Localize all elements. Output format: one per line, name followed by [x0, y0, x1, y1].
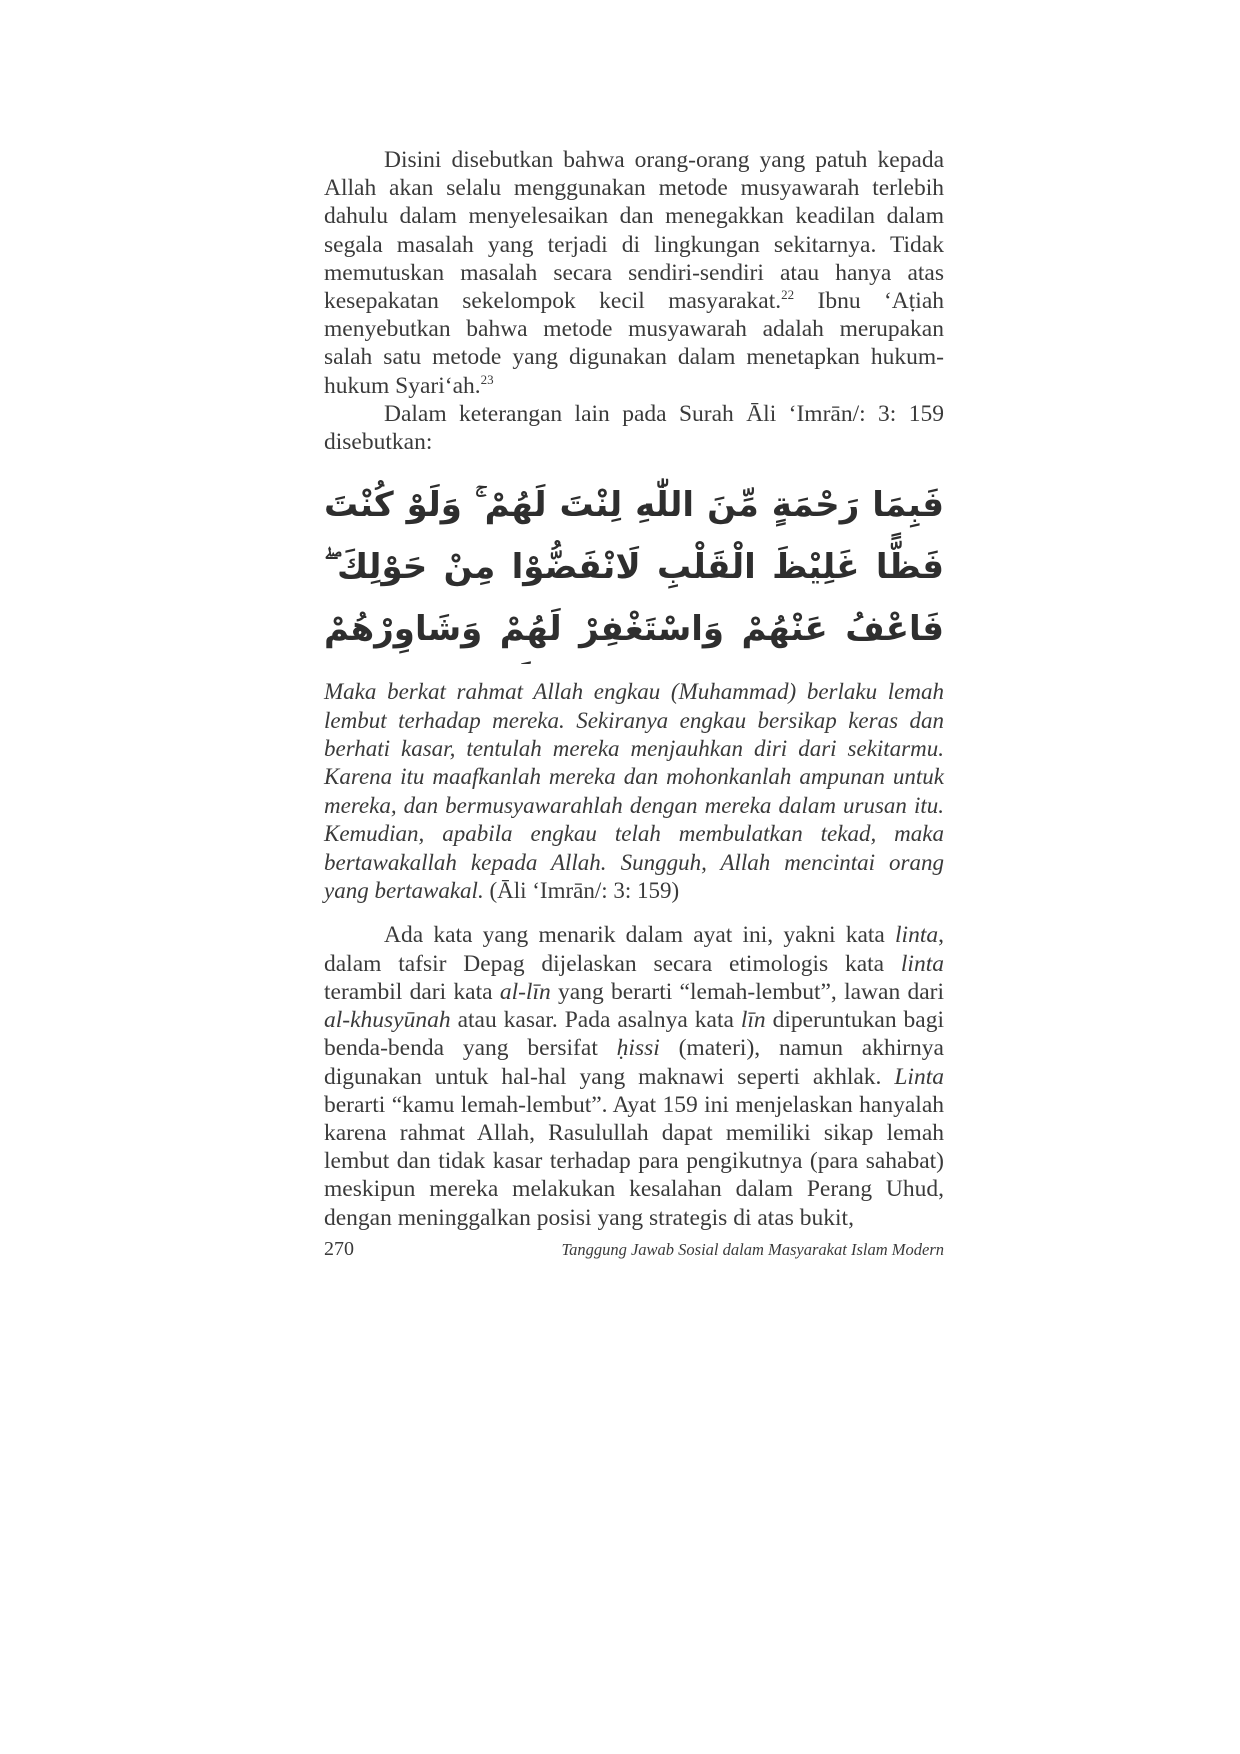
- verse-reference: (Āli ‘Imrān/: 3: 159): [483, 878, 680, 904]
- italic-term: līn: [740, 1007, 766, 1034]
- footnote-marker[interactable]: 23: [480, 371, 494, 387]
- page-body: [324, 146, 944, 1232]
- paragraph-text: Disini disebutkan bahwa orang-orang yang patuh kepada Allah akan selalu menggunakan metode musyawarah terlebih dahulu dalam menyelesaikan dan menegakkan keadilan dalam segala masalah yang terjadi di lingkungan sekitarnya. Tidak memutuskan masalah secara sendiri-sendiri atau hanya atas kesepakatan sekelompok kecil masyarakat.: [324, 147, 944, 315]
- paragraph-text: Ibnu ‘Aṭiah menyebutkan bahwa metode musyawarah adalah merupakan salah satu metode yang digunakan dalam menetapkan hukum-hukum Syari‘ah.: [324, 288, 944, 399]
- paragraph-text: yang berarti “lemah-lembut”, lawan dari: [550, 978, 944, 1005]
- paragraph-text: atau kasar. Pada asalnya kata: [450, 1007, 741, 1034]
- italic-term: linta: [895, 922, 939, 949]
- paragraph-text: terambil dari kata: [324, 978, 500, 1005]
- quran-verse-arabic: فَبِمَا رَحْمَةٍ مِّنَ اللّٰهِ لِنْتَ لَهُمْ ۚ وَلَوْ كُنْتَ فَظًّا غَلِيْظَ الْقَلْبِ لَانْفَضُّوْا مِنْ حَوْلِكَ ۖ فَاعْفُ عَنْهُمْ وَاسْتَغْفِرْ لَهُمْ وَشَاوِرْهُمْ: [324, 485, 944, 650]
- running-title: Tanggung Jawab Sosial dalam Masyarakat Islam Modern: [561, 1240, 944, 1259]
- paragraph-text: diperuntukan bagi benda-benda yang bersifat: [324, 1007, 944, 1062]
- paragraph-text: (materi), namun akhirnya digunakan untuk hal-hal yang maknawi seperti akhlak.: [324, 1035, 944, 1090]
- paragraph-linta: [324, 921, 944, 1231]
- italic-term: Linta: [894, 1063, 944, 1090]
- paragraph-surah-intro: Dalam keterangan lain pada Surah Āli ‘Imrān/: 3: 159 disebutkan:: [324, 400, 944, 456]
- paragraph-text: Ada kata yang menarik dalam ayat ini, yakni kata: [384, 922, 896, 949]
- page-number: 270: [324, 1238, 354, 1260]
- footnote-marker[interactable]: 22: [781, 287, 795, 303]
- translation-text: Maka berkat rahmat Allah engkau (Muhammad) berlaku lemah lembut terhadap mereka. Sekiranya engkau bersikap keras dan berhati kasar, tentulah mereka menjauhkan diri dari sekitarmu. Karena itu maafkanlah mereka dan mohonkanlah ampunan untuk mereka, dan bermusyawarahlah dengan mereka dalam urusan itu. Kemudian, apabila engkau telah membulatkan tekad, maka bertawakallah kepada Allah. Sungguh, Allah mencintai orang yang bertawakal.: [324, 679, 944, 904]
- paragraph-musyawarah: [324, 146, 944, 400]
- italic-term: ḥissi: [616, 1035, 660, 1062]
- italic-term: al-khusyūnah: [324, 1007, 451, 1034]
- paragraph-text: berarti “kamu lemah-lembut”. Ayat 159 ini menjelaskan hanyalah karena rahmat Allah, Rasulullah dapat memiliki sikap lemah lembut dan tidak kasar terhadap para pengikutnya (para sahabat) meskipun mereka melakukan kesalahan dalam Perang Uhud, dengan meninggalkan posisi yang strategis di atas bukit,: [324, 1091, 944, 1231]
- italic-term: linta: [900, 950, 944, 977]
- page-footer: [324, 1238, 944, 1268]
- italic-term: al-līn: [499, 978, 551, 1005]
- paragraph-text: , dalam tafsir Depag dijelaskan secara etimologis kata: [324, 922, 944, 977]
- verse-translation: [324, 678, 944, 905]
